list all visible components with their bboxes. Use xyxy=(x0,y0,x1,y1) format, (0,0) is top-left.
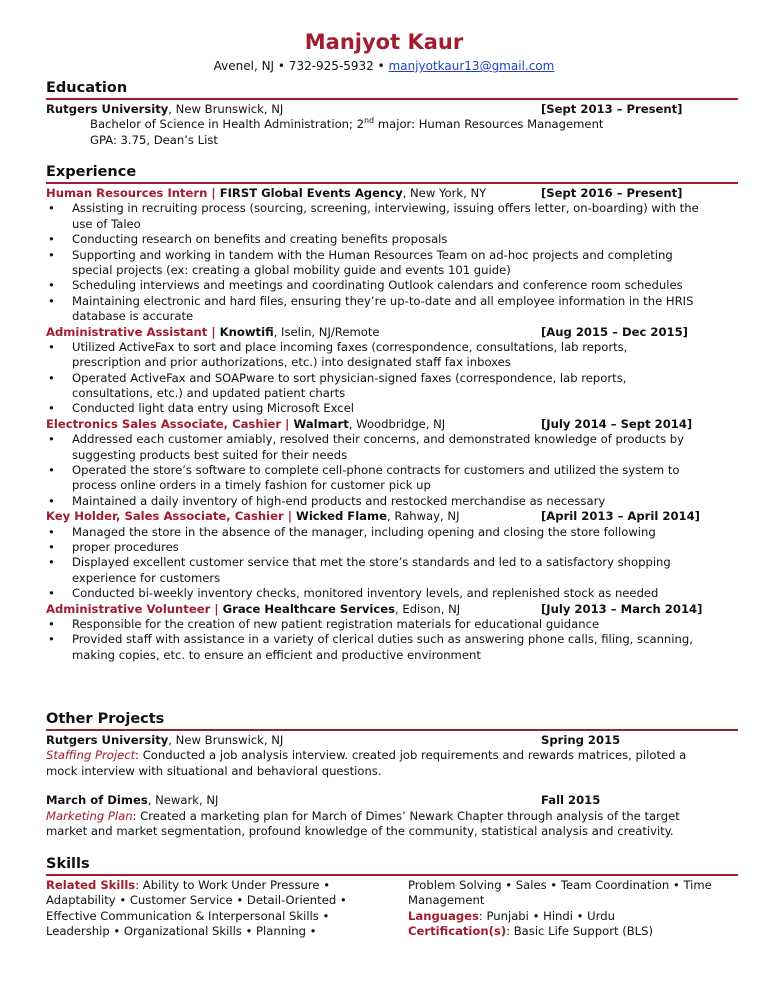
bullet-continuation xyxy=(46,448,738,463)
section-divider xyxy=(46,182,738,184)
bullet-text: Supporting and working in tandem with the Human Resources Team on ad-hoc projects and completing xyxy=(72,247,673,262)
section-title: Experience xyxy=(46,164,137,180)
languages-label: Languages xyxy=(408,908,479,923)
bullet-text: Conducted bi-weekly inventory checks, monitored inventory levels, and replenished stock as needed xyxy=(72,586,659,601)
project-org: March of Dimes xyxy=(46,793,148,808)
job-header xyxy=(46,417,738,432)
project-label: Marketing Plan xyxy=(46,808,133,823)
project-label: Staffing Project xyxy=(46,748,136,763)
section-divider xyxy=(46,729,738,731)
bullet-text: Displayed excellent customer service that met the store’s standards and led to a satisfactory shopping xyxy=(72,555,671,570)
job-location: , Rahway, NJ xyxy=(386,509,460,524)
degree xyxy=(46,117,738,132)
bullet-text: consultations, etc.) and updated patient charts xyxy=(72,386,346,401)
bullet-continuation xyxy=(46,571,738,586)
job-date: [July 2014 – Sept 2014] xyxy=(541,416,693,431)
project-description xyxy=(46,809,738,824)
job-location: , New York, NY xyxy=(402,186,487,200)
bullet-marker: • xyxy=(48,463,55,478)
project-date: Fall 2015 xyxy=(541,793,601,808)
bullet-continuation xyxy=(46,478,738,493)
skills-line: Effective Communication & Interpersonal Skills • xyxy=(46,908,330,923)
bullet-text: Utilized ActiveFax to sort and place incoming faxes (correspondence, consultations, lab reports, xyxy=(72,339,628,354)
bullet-marker: • xyxy=(48,493,55,508)
bullet-marker: • xyxy=(48,247,55,262)
bullet-item xyxy=(46,294,738,309)
job-role: Administrative Volunteer | xyxy=(46,601,223,616)
education-date: [Sept 2013 – Present] xyxy=(541,102,683,116)
bullet-text: prescription and prior authorizations, etc.) into designated staff fax inboxes xyxy=(72,355,511,370)
job-header xyxy=(46,325,738,340)
project-text: : Created a marketing plan for March of Dimes’ Newark Chapter through analysis of the target xyxy=(132,808,680,823)
related-skills-label: Related Skills xyxy=(46,878,136,892)
project-text: : Conducted a job analysis interview. created job requirements and rewards matrices, piloted a xyxy=(135,748,687,763)
project-header xyxy=(46,793,738,808)
project-description-cont: market and market segmentation, profound knowledge of the community, statistical analysis and creativity. xyxy=(46,823,674,838)
bullet-item xyxy=(46,248,738,263)
bullet-marker: • xyxy=(48,586,55,601)
job-location: , Woodbridge, NJ xyxy=(348,416,446,431)
bullet-item xyxy=(46,586,738,601)
bullet-marker: • xyxy=(48,524,55,539)
bullet-marker: • xyxy=(48,555,55,570)
bullet-text: Responsible for the creation of new patient registration materials for educational guidance xyxy=(72,616,600,631)
bullet-text: Operated the store’s software to complete cell-phone contracts for customers and utilized the system to xyxy=(72,463,680,478)
bullet-marker: • xyxy=(48,293,55,308)
bullet-text: Maintaining electronic and hard files, ensuring they’re up-to-date and all employee information in the HRIS xyxy=(72,293,694,308)
bullet-marker: • xyxy=(48,339,55,354)
bullet-text: suggesting products best suited for their needs xyxy=(72,447,348,462)
school-name: Rutgers University xyxy=(46,102,169,116)
job-date: [Aug 2015 – Dec 2015] xyxy=(541,324,688,339)
skills-line xyxy=(46,878,347,893)
email-link[interactable]: manjyotkaur13@gmail.com xyxy=(388,59,555,73)
bullet-item xyxy=(46,632,738,647)
certification-label: Certification(s) xyxy=(408,924,507,939)
bullet-continuation xyxy=(46,217,738,232)
projects-section xyxy=(46,709,738,839)
job-role: Human Resources Intern | xyxy=(46,186,220,200)
bullet-continuation xyxy=(46,309,738,324)
bullet-item xyxy=(46,494,738,509)
bullet-continuation xyxy=(46,648,738,663)
contact-details: Avenel, NJ • 732-925-5932 • xyxy=(213,59,389,73)
bullet-item xyxy=(46,525,738,540)
bullet-marker: • xyxy=(48,432,55,447)
bullet-text: Scheduling interviews and meetings and coordinating Outlook calendars and conference room schedules xyxy=(72,278,683,293)
degree-superscript: nd xyxy=(363,116,375,126)
section-title: Education xyxy=(46,80,128,96)
bullet-text: Maintained a daily inventory of high-end products and restocked merchandise as necessary xyxy=(72,493,606,508)
bullet-text: special projects (ex: creating a global mobility guide and events 101 guide) xyxy=(72,262,511,277)
bullet-item xyxy=(46,463,738,478)
skills-grid xyxy=(46,878,738,942)
bullet-text: Addressed each customer amiably, resolved their concerns, and demonstrated knowledge of products by xyxy=(72,432,685,447)
section-divider xyxy=(46,874,738,876)
bullet-text: database is accurate xyxy=(72,309,194,324)
bullet-item xyxy=(46,371,738,386)
skills-line: Leadership • Organizational Skills • Planning • xyxy=(46,924,317,939)
bullet-text: Conducted light data entry using Microsoft Excel xyxy=(72,401,355,416)
skills-line: Problem Solving • Sales • Team Coordination • Time xyxy=(408,878,712,892)
bullet-marker: • xyxy=(48,370,55,385)
bullet-marker: • xyxy=(48,278,55,293)
school-location: , New Brunswick, NJ xyxy=(168,102,284,116)
certification-text: : Basic Life Support (BLS) xyxy=(506,924,654,939)
bullet-text: Provided staff with assistance in a variety of clerical duties such as answering phone calls, filing, scanning, xyxy=(72,632,693,647)
bullet-item xyxy=(46,401,738,416)
bullet-text: Operated ActiveFax and SOAPware to sort physician-signed faxes (correspondence, lab reports, xyxy=(72,370,627,385)
bullet-marker: • xyxy=(48,401,55,416)
skills-right-column xyxy=(408,878,712,940)
project-org: Rutgers University xyxy=(46,733,169,747)
bullet-text: Conducting research on benefits and creating benefits proposals xyxy=(72,232,448,247)
experience-section xyxy=(46,162,738,663)
job-organization: Walmart xyxy=(293,416,349,431)
education-section xyxy=(46,78,738,148)
bullet-text: making copies, etc. to ensure an efficient and productive environment xyxy=(72,647,481,662)
project-description xyxy=(46,748,738,763)
bullet-marker: • xyxy=(48,632,55,647)
section-divider xyxy=(46,98,738,100)
bullet-item xyxy=(46,555,738,570)
bullet-item xyxy=(46,540,738,555)
project-location: , Newark, NJ xyxy=(147,793,219,808)
degree-text: Bachelor of Science in Health Administration; 2 xyxy=(90,117,364,132)
job-organization: Wicked Flame xyxy=(296,509,387,524)
job-date: [April 2013 – April 2014] xyxy=(541,509,700,524)
candidate-name: Manjyot Kaur xyxy=(304,30,464,54)
bullet-item xyxy=(46,432,738,447)
skills-line: Adaptability • Customer Service • Detail-Oriented • xyxy=(46,893,347,908)
bullet-text: use of Taleo xyxy=(72,216,141,231)
languages-text: : Punjabi • Hindi • Urdu xyxy=(478,908,615,923)
skills-line: Management xyxy=(408,893,485,908)
job-organization: Grace Healthcare Services xyxy=(222,601,395,616)
job-role: Key Holder, Sales Associate, Cashier | xyxy=(46,509,297,524)
gpa: GPA: 3.75, Dean’s List xyxy=(90,132,218,147)
bullet-marker: • xyxy=(48,232,55,247)
job-date: [July 2013 – March 2014] xyxy=(541,601,703,616)
education-entry xyxy=(46,102,738,117)
project-date: Spring 2015 xyxy=(541,733,621,747)
contact-line xyxy=(0,59,768,73)
job-organization: FIRST Global Events Agency xyxy=(219,186,403,200)
languages-line xyxy=(408,909,712,924)
skills-text: : Ability to Work Under Pressure • xyxy=(135,878,331,892)
bullet-continuation xyxy=(46,386,738,401)
certification-line xyxy=(408,924,712,939)
skills-section xyxy=(46,854,738,942)
bullet-item xyxy=(46,340,738,355)
section-title: Skills xyxy=(46,856,90,872)
skills-left-column xyxy=(46,878,347,940)
job-header xyxy=(46,509,738,524)
bullet-text: proper procedures xyxy=(72,539,179,554)
job-location: , Iselin, NJ/Remote xyxy=(273,324,380,339)
section-title: Other Projects xyxy=(46,711,165,727)
project-location: , New Brunswick, NJ xyxy=(168,733,284,747)
bullet-item xyxy=(46,232,738,247)
bullet-text: Managed the store in the absence of the manager, including opening and closing the store following xyxy=(72,524,656,539)
bullet-continuation xyxy=(46,355,738,370)
job-location: , Edison, NJ xyxy=(395,601,461,616)
job-list xyxy=(46,186,738,663)
bullet-marker: • xyxy=(48,201,55,216)
degree-major: major: Human Resources Management xyxy=(374,117,604,132)
bullet-item xyxy=(46,617,738,632)
project-header xyxy=(46,733,738,748)
job-role: Electronics Sales Associate, Cashier | xyxy=(46,416,294,431)
bullet-marker: • xyxy=(48,616,55,631)
bullet-marker: • xyxy=(48,539,55,554)
bullet-item xyxy=(46,278,738,293)
bullet-continuation xyxy=(46,263,738,278)
job-header xyxy=(46,186,738,201)
job-header xyxy=(46,602,738,617)
bullet-text: Assisting in recruiting process (sourcing, screening, interviewing, issuing offers letter, on-boarding) with the xyxy=(72,201,699,216)
bullet-text: experience for customers xyxy=(72,570,221,585)
bullet-text: process online orders in a timely fashion for customer pick up xyxy=(72,478,431,493)
project-description-cont: mock interview with situational and behavioral questions. xyxy=(46,763,382,778)
job-date: [Sept 2016 – Present] xyxy=(541,186,683,200)
job-role: Administrative Assistant | xyxy=(46,324,220,339)
job-organization: Knowtifi xyxy=(219,324,274,339)
spacer xyxy=(46,779,738,793)
bullet-item xyxy=(46,201,738,216)
